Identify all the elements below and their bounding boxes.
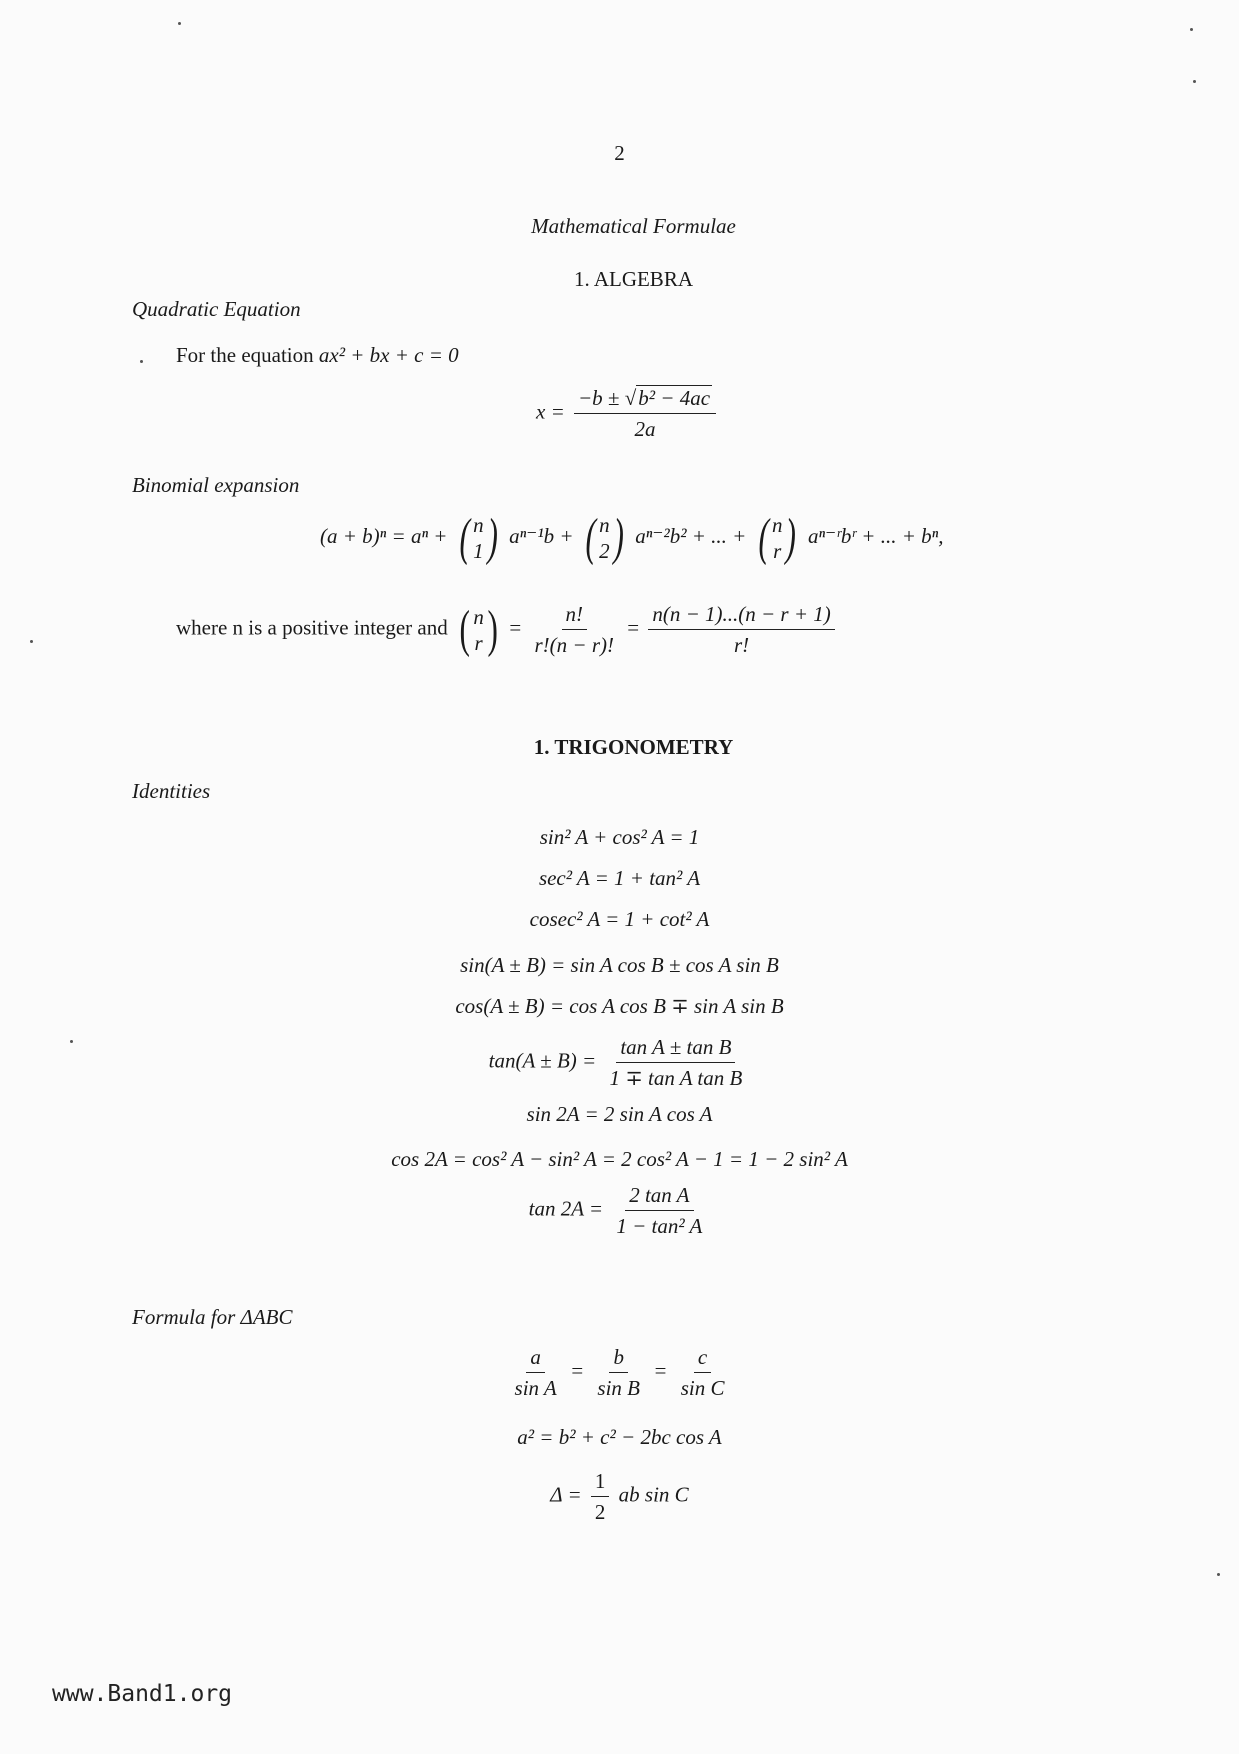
scan-speck — [1217, 1573, 1220, 1576]
binom-bottom: 2 — [599, 539, 610, 564]
identity-sin-double: sin 2A = 2 sin A cos A — [526, 1102, 713, 1126]
binom-top: n — [771, 513, 783, 537]
binomial-label: Binomial expansion — [132, 473, 300, 497]
factorial-den: r!(n − r)! — [534, 633, 614, 658]
binomial-expansion: (a + b)ⁿ = aⁿ + ( n 1 ) aⁿ⁻¹b + ( n 2 ) aⁿ⁻²b² + ... + ( n r ) aⁿ⁻ʳbʳ + ... + bⁿ, — [320, 509, 944, 567]
trigonometry-heading: 1. TRIGONOMETRY — [533, 735, 734, 759]
footer-url: www.Band1.org — [52, 1681, 233, 1707]
solution-num-root: b² − 4ac — [638, 386, 711, 410]
tan-double-num: 2 tan A — [625, 1182, 693, 1211]
tan-double-den: 1 − tan² A — [616, 1214, 703, 1239]
equals-sign: = — [570, 1358, 585, 1383]
binomial-coefficient-def: where n is a positive integer and ( n r ) = $\frac{n!}{r!(n - r)!}$ = $\frac{n(n - 1)...(n - r + 1)}{r!}$ — [176, 601, 839, 659]
identity-cos-sum: cos(A ± B) = cos A cos B ∓ sin A sin B — [455, 994, 784, 1018]
sqrt-icon: √ — [624, 386, 637, 410]
solution-den: 2a — [634, 417, 656, 442]
solution-num-pre: −b ± — [578, 386, 625, 410]
page-number: 2 — [614, 141, 625, 165]
tan-double-lhs: tan 2A = — [528, 1196, 604, 1221]
solution-lhs: x = — [536, 399, 565, 424]
identity-tan-sum — [0, 1034, 1239, 1092]
triangle-area — [0, 1468, 1239, 1526]
identity-tan-double — [0, 1182, 1239, 1240]
scan-speck — [140, 360, 143, 363]
area-lhs: Δ = — [550, 1482, 582, 1507]
area-den: 2 — [594, 1500, 606, 1525]
tan-sum-den: 1 ∓ tan A tan B — [609, 1066, 743, 1091]
identities-label: Identities — [132, 779, 211, 803]
binomial-lhs: (a + b)ⁿ = aⁿ + — [320, 524, 448, 549]
binom-bottom: r — [773, 539, 782, 564]
tan-sum-num: tan A ± tan B — [616, 1034, 735, 1063]
cosine-rule: a² = b² + c² − 2bc cos A — [517, 1425, 722, 1449]
triangle-label: Formula for ΔABC — [132, 1305, 293, 1329]
sine-rule-den: sin C — [680, 1376, 725, 1401]
factorial-num: n! — [562, 601, 588, 630]
binom-top: n — [599, 513, 610, 537]
equals-sign: = — [627, 615, 640, 640]
binomial-term1: aⁿ⁻¹b + — [509, 524, 574, 549]
sine-rule-den: sin A — [514, 1376, 557, 1401]
quadratic-solution — [536, 385, 720, 443]
area-tail: ab sin C — [618, 1482, 689, 1507]
sine-rule-den: sin B — [597, 1376, 641, 1401]
quadratic-equation: ax² + bx + c = 0 — [318, 343, 459, 367]
equals-sign: = — [653, 1358, 668, 1383]
area-num: 1 — [591, 1468, 610, 1497]
quadratic-intro-line — [176, 342, 459, 368]
tan-sum-lhs: tan(A ± B) = — [488, 1048, 597, 1073]
binom-bottom: 1 — [473, 539, 484, 564]
scan-speck — [30, 640, 33, 643]
scan-speck — [178, 22, 181, 25]
product-den: r! — [733, 633, 750, 658]
page-title: Mathematical Formulae — [531, 214, 736, 238]
binom-top: n — [473, 513, 484, 537]
equals-sign: = — [509, 615, 522, 640]
binom-bottom: r — [474, 630, 483, 655]
scan-speck — [1190, 28, 1193, 31]
product-num: n(n − 1)...(n − r + 1) — [648, 601, 834, 630]
identity-cosec: cosec² A = 1 + cot² A — [529, 907, 710, 931]
sine-rule-num: b — [609, 1344, 628, 1373]
sine-rule — [0, 1344, 1239, 1402]
identity-sec: sec² A = 1 + tan² A — [538, 866, 701, 890]
identity-sin-sum: sin(A ± B) = sin A cos B ± cos A sin B — [460, 953, 779, 977]
sine-rule-num: a — [526, 1344, 545, 1373]
binomial-term3: aⁿ⁻ʳbʳ + ... + bⁿ, — [808, 524, 944, 549]
identity-pythagorean: sin² A + cos² A = 1 — [539, 825, 700, 849]
sine-rule-num: c — [694, 1344, 711, 1373]
where-text: where n is a positive integer and — [176, 615, 448, 640]
quadratic-label: Quadratic Equation — [132, 297, 301, 321]
scan-speck — [1193, 80, 1196, 83]
binomial-term2: aⁿ⁻²b² + ... + — [635, 524, 747, 549]
binom-top: n — [473, 604, 484, 629]
quadratic-intro: For the equation — [176, 343, 314, 367]
identity-cos-double: cos 2A = cos² A − sin² A = 2 cos² A − 1 = 1 − 2 sin² A — [391, 1147, 848, 1171]
algebra-heading: 1. ALGEBRA — [573, 267, 693, 291]
